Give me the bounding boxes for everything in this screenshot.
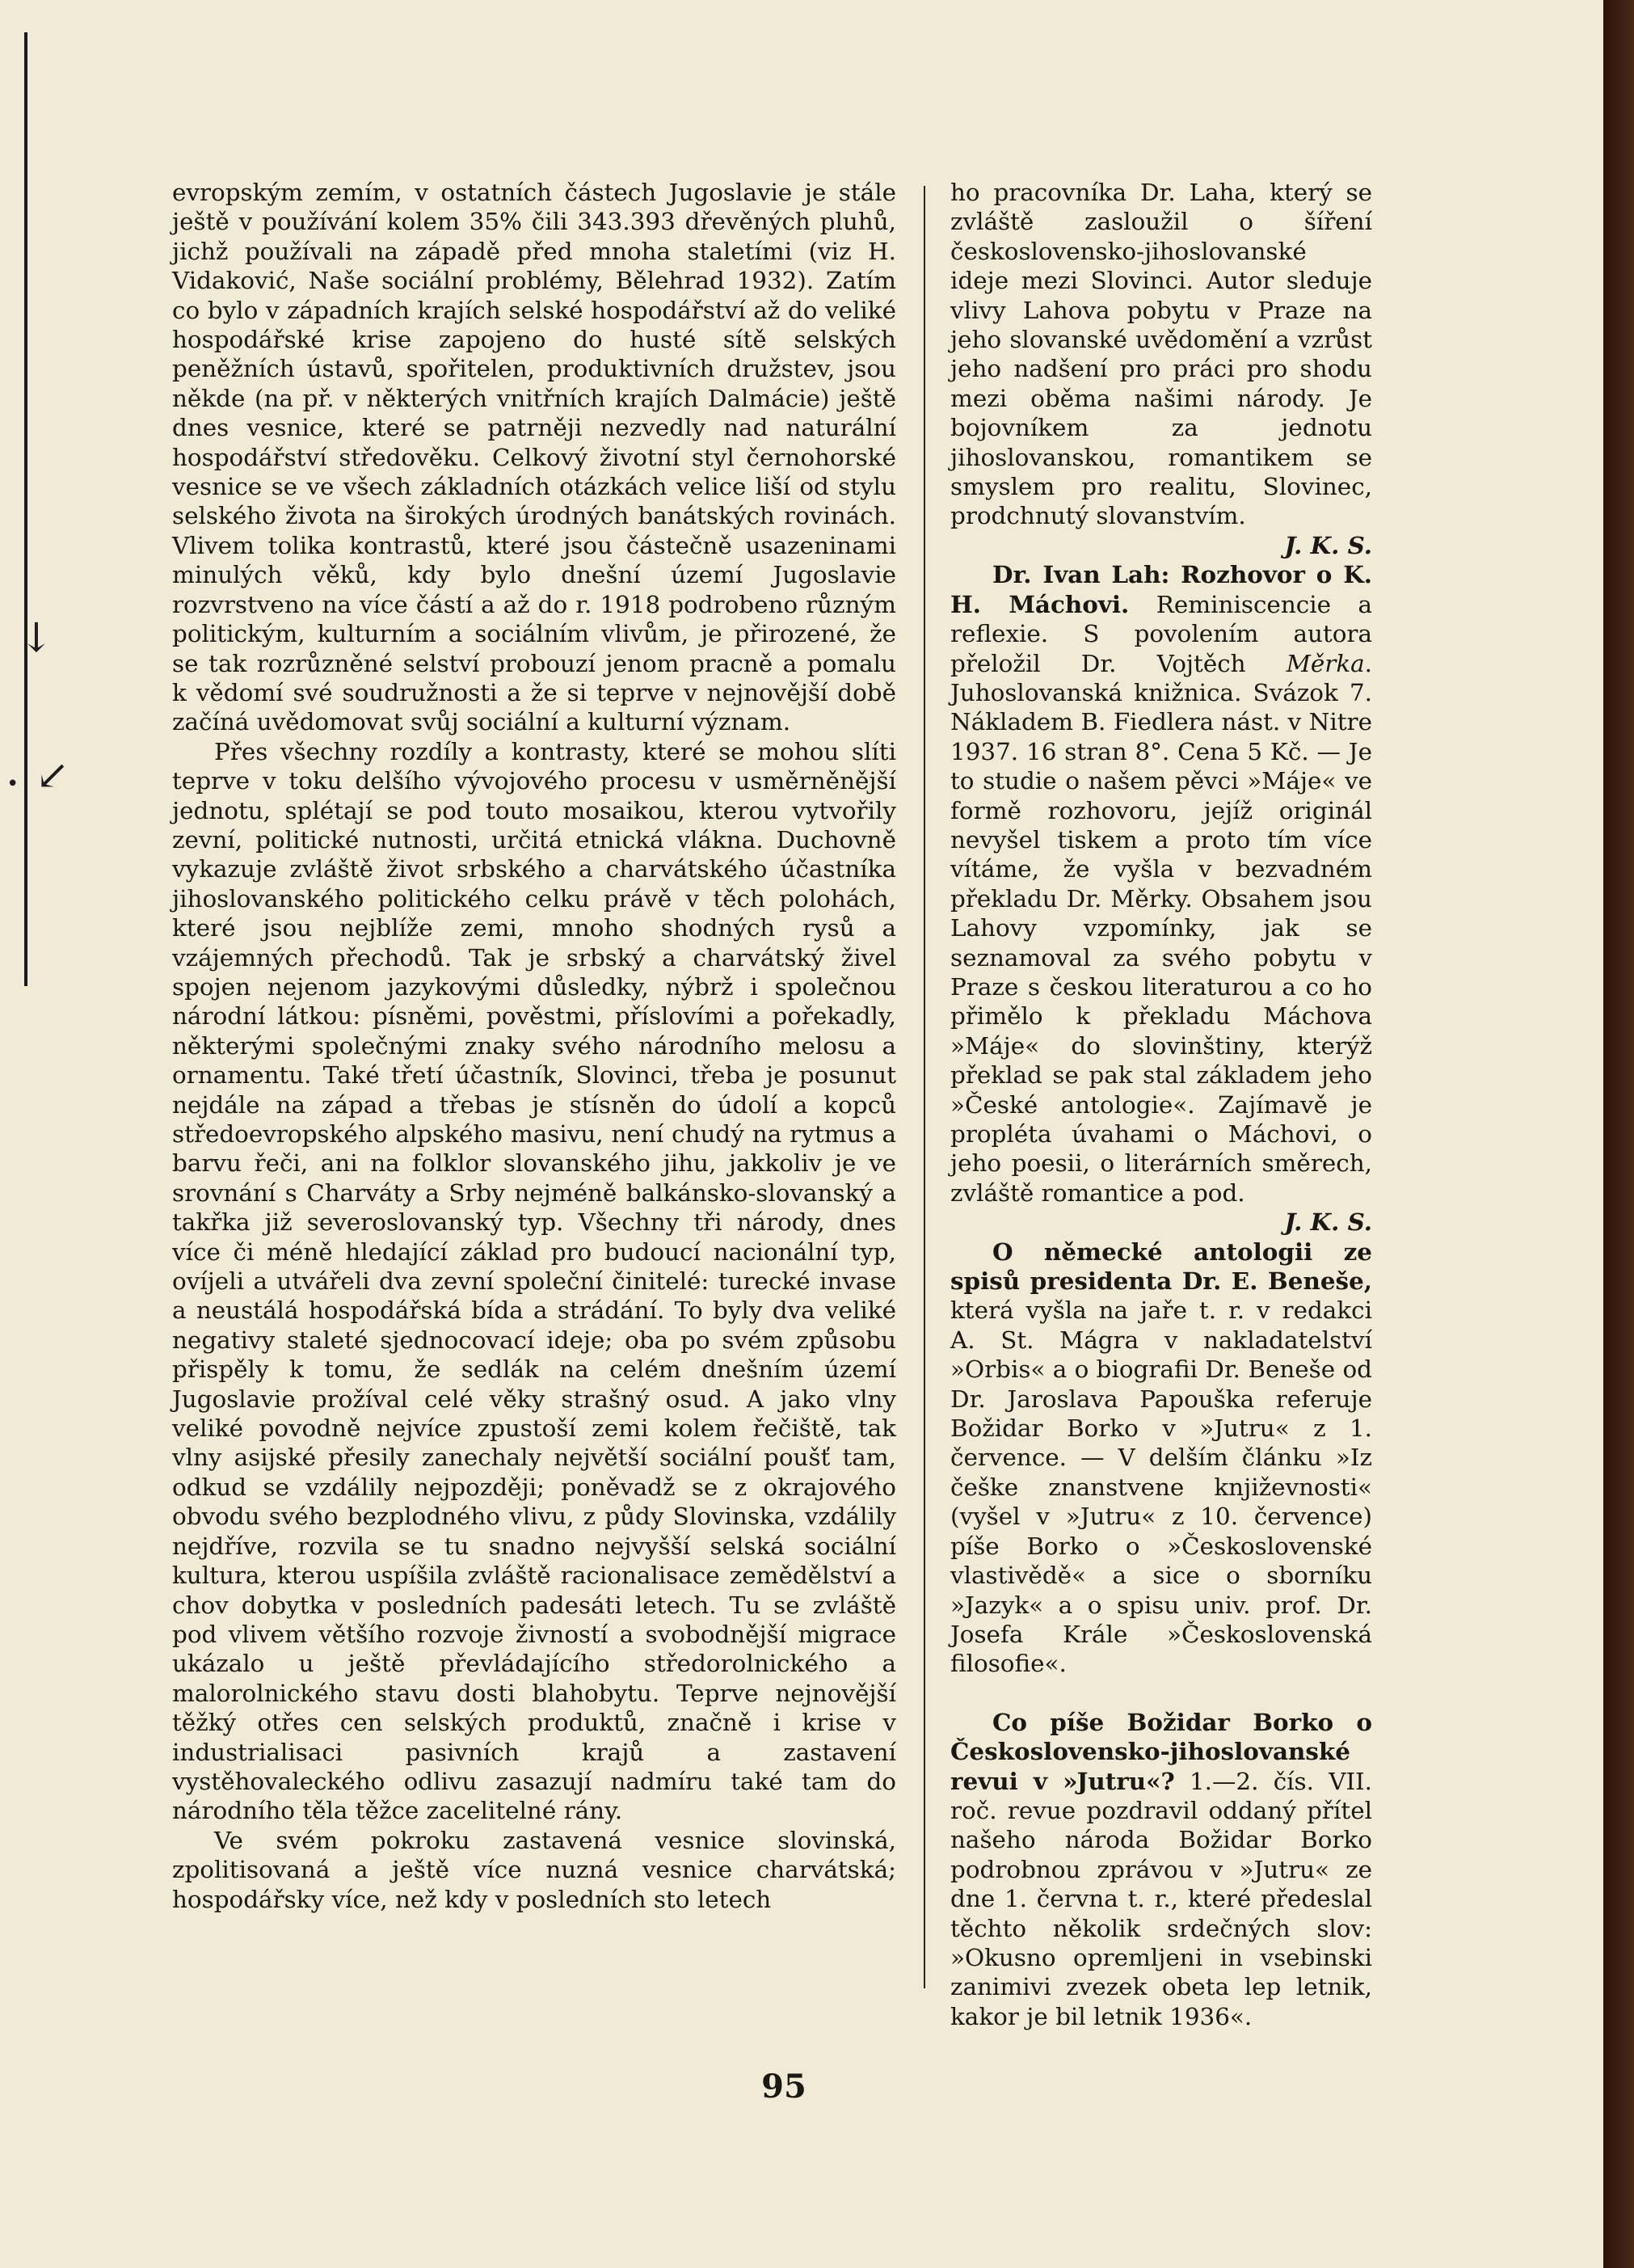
review-title: Dr. Ivan Lah: Rozhovor o K. H. Máchovi. <box>950 560 1372 618</box>
margin-arrow-mark: ↙ <box>36 752 69 799</box>
margin-dot-mark: • <box>6 772 19 796</box>
right-paragraph-1: ho pracovníka Dr. Laha, který se zvláště zasloužil o šíření československo-jihoslovanské ideje mezi Slovinci. Autor sleduje vlivy Lahova pobytu v Praze na jeho slovanské uvědomění a vzrůst jeho nadšení pro práci pro shodu mezi oběma našimi národy. Je bojovníkem za jednotu jihoslovanskou, romantikem se smyslem pro realitu, Slovinec, prodchnutý slovanstvím. <box>950 179 1372 530</box>
right-paragraph-3 <box>950 1237 1372 1679</box>
notice-title: Co píše Božidar Borko o Československo-jihoslovanské revui v »Jutru«? <box>950 1707 1372 1795</box>
right-paragraph-4 <box>950 1708 1372 2031</box>
page-number: 95 <box>761 2068 806 2106</box>
left-paragraph-2: Přes všechny rozdíly a kontrasty, které se mohou slíti teprve v toku delšího vývojového procesu v usměrněnější jednotu, splétají se pod touto mosaikou, kterou vytvořily zevní, politické nutnosti, určitá etnická vlákna. Duchovně vykazuje zvláště život srbského a charvátského účastníka jihoslovanského politického celku právě v těch polohách, které jsou nejblíže zemi, mnoho shodných rysů a vzájemných přechodů. Tak je srbský a charvátský živel spojen nejenom jazykovými důsledky, nýbrž i společnou národní látkou: písněmi, pověstmi, příslovími a pořekadly, některými společnými znaky svého národního melosu a ornamentu. Také třetí účastník, Slovinci, třeba je posunut nejdále na západ a třebas je stísněn do údolí a kopců středoevropského alpského masivu, není chudý na rytmus a barvu řeči, ani na folklor slovanského jihu, jakkoliv je ve srovnání s Charváty a Srby nejméně balkánsko-slovanský a takřka již severoslovanský typ. Všechny tři národy, dnes více či méně hledající základ pro budoucí nacionální typ, ovíjeli a utvářeli dva zevní společní činitelé: turecké invase a neustálá hospodářská bída a strádání. To byly dva veliké negativy staleté sjednocovací ideje; oba po svém způsobu přispěly k tomu, že sedlák na celém dnešním území Jugoslavie prožíval celé věky strašný osud. A jako vlny veliké povodně nejvíce zpustoší zemi kolem řečiště, tak vlny asijské přesily zanechaly největší sociální poušť tam, odkud se vzdálily nejpozději; poněvadž se z okrajového obvodu svého bezplodného vlivu, z půdy Slovinska, vzdálily nejdříve, rozvila se tu snadno nejvyšší selská sociální kultura, kterou uspíšila zvláště racionalisace zemědělství a chov dobytka v posledních padesáti letech. Tu se zvláště pod vlivem většího rozvoje živností a svobodnější migrace ukázalo u ještě převládajícího středorolnického a malorolnického stavu dosti blahobytu. Teprve nejnovější těžký otřes cen selských produktů, značně i krise v industrialisaci pasivních krajů a zastavení vystěhovaleckého odlivu zasazují nadmíru také tam do národního těla těžce zacelitelné rány. <box>172 737 896 1825</box>
margin-arrow-mark: ↓ <box>19 614 53 661</box>
translator-name: Měrka <box>1286 649 1365 677</box>
notice-text: která vyšla na jaře t. r. v redakci A. St. Mágra v nakladatelství »Orbis« a o biografii Dr. Beneše od Dr. Jaroslava Papouška referuje Božidar Borko v »Jutru« z 1. července. — V delším článku »Iz češke znanstvene književnosti« (vyšel v »Jutru« z 10. července) píše Borko o »Československé vlastivědě« a sice o sborníku »Jazyk« a o spisu univ. prof. Dr. Josefa Krále »Československá filosofie«. <box>950 1296 1372 1678</box>
right-column <box>950 178 1372 2031</box>
author-signature: J. K. S. <box>1284 1208 1372 1237</box>
review-text: . Juhoslovanská knižnica. Svázok 7. Nákladem B. Fiedlera nást. v Nitre 1937. 16 stran 8°. Cena 5 Kč. — Je to studie o našem pěvci »Máje« ve formě rozhovoru, jejíž originál nevyšel tiskem a proto tím více vítáme, že vyšla v bezvadném překladu Dr. Měrky. Obsahem jsou Lahovy vzpomínky, jak se seznamoval za svého pobytu v Praze s českou literaturou a co ho přimělo k překladu Máchova »Máje« do slovinštiny, kterýž překlad se pak stal základem jeho »České antologie«. Zajímavě je propléta úvahami o Máchovi, o jeho poesii, o literárních směrech, zvláště romantice a pod. <box>950 649 1372 1207</box>
author-signature: J. K. S. <box>1284 530 1372 559</box>
left-column <box>172 178 896 1914</box>
notice-title: O německé antologii ze spisů presidenta Dr. E. Beneše, <box>950 1237 1372 1296</box>
left-paragraph-3: Ve svém pokroku zastavená vesnice slovinská, zpolitisovaná a ještě více nuzná vesnice charvátská; hospodářsky více, než kdy v posledních sto letech <box>172 1826 896 1913</box>
binding-margin-line <box>24 32 27 986</box>
right-paragraph-2 <box>950 560 1372 1208</box>
page-edge-shadow <box>1603 0 1634 2268</box>
notice-text: 1.—2. čís. VII. roč. revue pozdravil oddaný přítel našeho národa Božidar Borko podrobnou zprávou v »Jutru« ze dne 1. června t. r., které předeslal těchto několik srdečných slov: »Okusno opremljeni in vsebinski zanimivi zvezek obeta lep letnik, kakor je bil letnik 1936«. <box>950 1767 1373 2030</box>
review-text: Reminiscencie a reflexie. S povolením autora přeložil Dr. Vojtěch <box>950 590 1373 677</box>
left-paragraph-1: evropským zemím, v ostatních částech Jugoslavie je stále ještě v používání kolem 35% čili 343.393 dřevěných pluhů, jichž používali na západě před mnoha staletími (viz H. Vidaković, Naše sociální problémy, Bělehrad 1932). Zatím co bylo v západních krajích selské hospodářství až do veliké hospodářské krise zapojeno do husté sítě selských peněžních ústavů, spořitelen, produktivních družstev, jsou někde (na př. v některých vnitřních krajích Dalmácie) ještě dnes vesnice, které se patrněji nezvedly nad naturální hospodářství středověku. Celkový životní styl černohorské vesnice se ve všech základních otázkách velice liší od stylu selského života na širokých úrodných banátských rovinách. Vlivem tolika kontrastů, které jsou částečně usazeninami minulých věků, kdy bylo dnešní území Jugoslavie rozvrstveno na více částí a až do r. 1918 podrobeno různým politickým, kulturním a sociálním vlivům, je přirozené, že se tak rozrůzněné selství probouzí jenom pracně a pomalu k vědomí své soudružnosti a že si teprve v nejnovější době začíná uvědomovat svůj sociální a kulturní význam. <box>172 179 896 736</box>
column-divider <box>924 186 925 1988</box>
